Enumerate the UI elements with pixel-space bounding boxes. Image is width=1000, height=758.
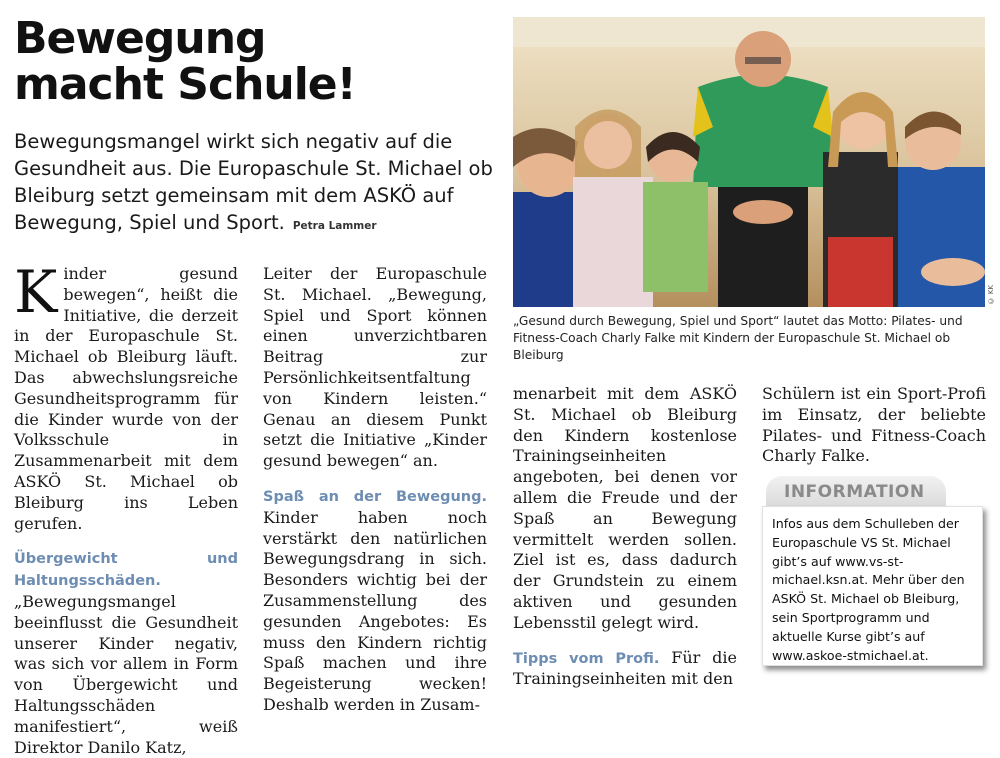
lead-text: Bewegungsmangel wirkt sich negativ auf die Gesundheit aus. Die Europaschule St. Michael ob Bleiburg setzt gemeinsam mit dem ASKÖ auf Bewegung, Spiel und Sport. (14, 130, 493, 234)
paragraph-tips-text: Für die Trainingseinheiten mit den (513, 647, 737, 689)
text-column-3 (513, 384, 737, 690)
paragraph-coach: Schülern ist ein Sport-Profi im Einsatz, der beliebte Pilates- und Fitness-Coach Charly Falke. (762, 384, 986, 466)
paragraph-fun (263, 486, 487, 716)
photo-caption: „Gesund durch Bewegung, Spiel und Sport“ lautet das Motto: Pilates- und Fitness-Coach Charly Falke mit Kindern der Europaschule St. Michael ob Bleiburg (513, 314, 963, 362)
photo-credit: © KK (987, 285, 995, 305)
headline-line-1: Bewegung (14, 13, 266, 64)
paragraph-fun-text: Kinder haben noch verstärkt den natürlichen Bewegungsdrang in sich. Besonders wichtig bei der Zusammenstellung des gesunden Angebotes: Es muss den Kindern richtig Spaß machen und ihre Begeisterung wecken! Deshalb werden in Zusam- (263, 507, 487, 714)
article-photo (513, 17, 985, 307)
photo-illustration (513, 17, 985, 307)
text-column-4 (762, 384, 986, 467)
text-column-1 (14, 258, 238, 758)
paragraph-overweight (14, 548, 238, 758)
subhead-fun: Spaß an der Bewegung. (263, 488, 487, 505)
paragraph-director: Leiter der Europaschule St. Michael. „Bewegung, Spiel und Sport können einen unverzichtbaren Beitrag zur Persönlichkeitsentfaltung von Kindern leisten.“ Genau an diesem Punkt setzt die Initiative „Kinder gesund bewegen“ an. (263, 264, 487, 471)
headline-line-2: macht Schule! (14, 59, 356, 110)
intro-paragraph (14, 258, 238, 534)
info-box (762, 506, 983, 666)
paragraph-training: menarbeit mit dem ASKÖ St. Michael ob Bleiburg den Kindern kostenlose Trainingseinheiten angeboten, bei denen vor allem die Freude und der Spaß an Bewegung vermittelt werden sollen. Ziel ist es, dass dadurch der Grundstein zu einem aktiven und gesunden Lebensstil gelegt wird. (513, 384, 737, 632)
child-figure-4 (823, 92, 898, 307)
text-column-2 (263, 264, 487, 716)
child-hands (921, 258, 985, 286)
child-figure-2 (573, 110, 653, 308)
info-box-text: Infos aus dem Schulleben der Europaschule VS St. Michael gibt’s auf www.vs-st-michael.ksn.at. Mehr über den ASKÖ St. Michael ob Bleiburg, sein Sportprogramm und aktuelle Kurse gibt’s auf www.askoe-stmichael.at. (772, 516, 965, 663)
dropcap: K (14, 258, 58, 326)
author-byline: Petra Lammer (292, 220, 377, 232)
lead-paragraph (14, 128, 496, 240)
paragraph-overweight-text: „Bewegungsmangel beeinflusst die Gesundheit unserer Kinder negativ, was sich vor allem in Form von Übergewicht und Haltungsschäden manifestiert“, weiß Direktor Danilo Katz, (14, 591, 238, 757)
subhead-tips: Tipps vom Profi. (513, 650, 660, 667)
headline (14, 13, 494, 110)
intro-text: inder gesund bewegen“, heißt die Initiative, die derzeit in der Europaschule St. Michael ob Bleiburg läuft. Das abwechslungsreiche Gesundheitsprogramm für die Kinder wurde von der Volksschule in Zusammenarbeit mit dem ASKÖ St. Michael ob Bleiburg ins Leben gerufen. (14, 264, 238, 533)
info-box-label: INFORMATION (784, 482, 925, 502)
child-figure-3 (643, 132, 708, 292)
subhead-overweight: Übergewicht und Haltungsschäden. (14, 551, 238, 590)
paragraph-tips (513, 648, 737, 691)
